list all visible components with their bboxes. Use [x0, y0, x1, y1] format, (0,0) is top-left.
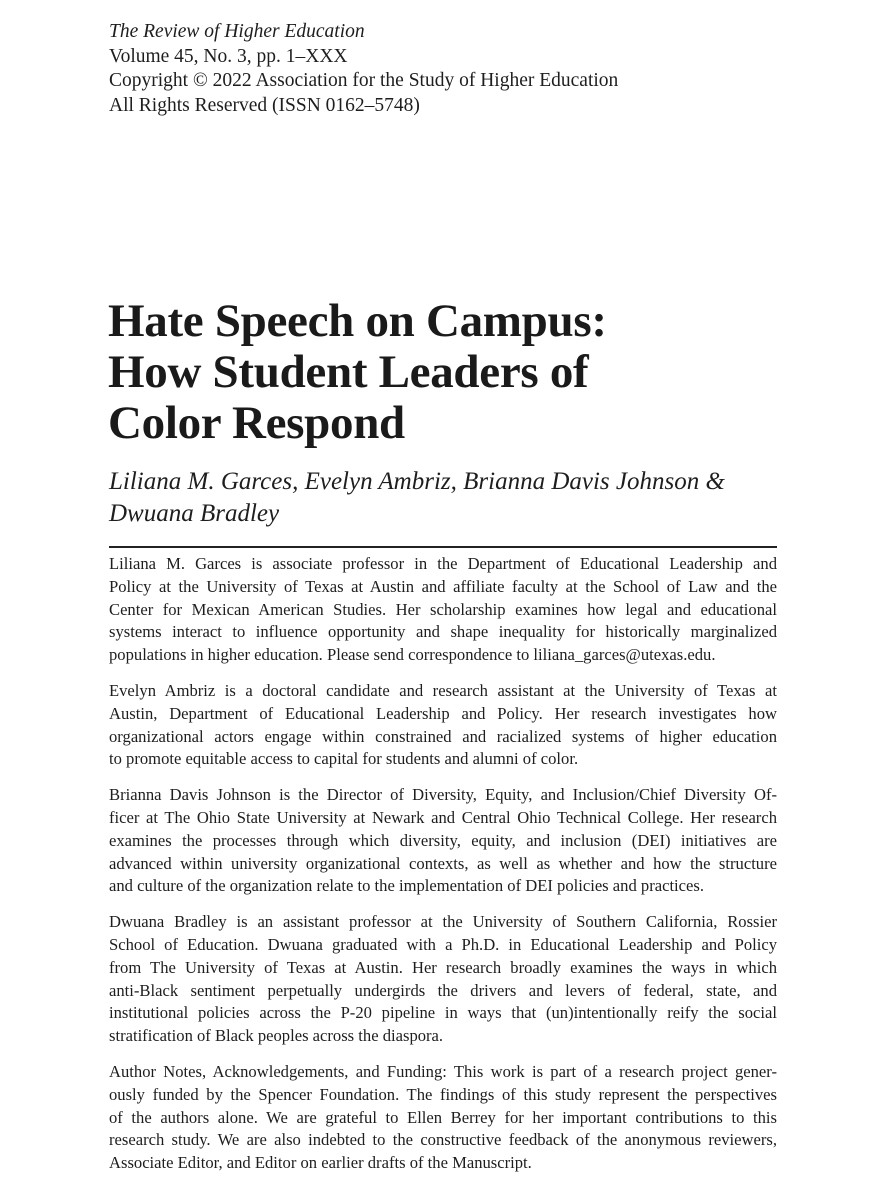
author-note-line: Austin, Department of Educational Leadership and Policy. Her research investigates how: [109, 703, 777, 723]
author-line: Dwuana Bradley: [109, 500, 280, 527]
author-note-line: examines the processes through which diversity, equity, and inclusion (DEI) initiatives are: [109, 830, 777, 850]
author-note-line: anti-Black sentiment perpetually undergirds the drivers and levers of federal, state, and: [109, 980, 777, 1000]
journal-name: The Review of Higher Education: [109, 21, 365, 42]
author-note-line: research study. We are also indebted to the constructive feedback of the anonymous reviewers,: [109, 1130, 777, 1150]
author-note-line: to promote equitable access to capital for students and alumni of color.: [109, 749, 579, 769]
author-note-line: Evelyn Ambriz is a doctoral candidate and research assistant at the University of Texas at: [109, 680, 777, 700]
author-note-line: Policy at the University of Texas at Austin and affiliate faculty at the School of Law and the: [109, 576, 777, 596]
author-note-line: Center for Mexican American Studies. Her scholarship examines how legal and educational: [109, 599, 777, 619]
author-note-line: populations in higher education. Please send correspondence to liliana_garces@utexas.edu.: [109, 645, 716, 665]
author-note-paragraph: [109, 911, 777, 1048]
author-note-line: School of Education. Dwuana graduated with a Ph.D. in Educational Leadership and Policy: [109, 934, 777, 954]
journal-rights: All Rights Reserved (ISSN 0162–5748): [109, 94, 420, 116]
author-notes: [109, 553, 777, 1188]
author-note-line: systems interact to influence opportunity and shape inequality for historically marginalized: [109, 622, 777, 642]
author-note-paragraph: [109, 784, 777, 898]
author-note-line: Author Notes, Acknowledgements, and Funding: This work is part of a research project gener-: [109, 1061, 777, 1081]
author-note-line: ously funded by the Spencer Foundation. The findings of this study represent the perspectives: [109, 1084, 777, 1104]
author-note-line: organizational actors engage within constrained and racialized systems of higher education: [109, 726, 777, 746]
author-note-line: Liliana M. Garces is associate professor in the Department of Educational Leadership and: [109, 554, 777, 573]
author-note-line: institutional policies across the P-20 pipeline in ways that (un)intentionally reify the social: [109, 1003, 777, 1023]
journal-header: [109, 20, 789, 118]
author-list: [109, 466, 809, 530]
author-note-line: of the authors alone. We are grateful to Ellen Berrey for her important contributions to this: [109, 1107, 777, 1127]
author-note-line: stratification of Black peoples across the diaspora.: [109, 1026, 444, 1046]
article-title-line: How Student Leaders of: [108, 346, 589, 398]
author-note-line: ficer at The Ohio State University at Newark and Central Ohio Technical College. Her research: [109, 807, 777, 827]
author-note-line: Associate Editor, and Editor on earlier drafts of the Manuscript.: [109, 1153, 532, 1173]
article-title-line: Hate Speech on Campus:: [108, 295, 607, 347]
author-note-line: and culture of the organization relate to the implementation of DEI policies and practices.: [109, 876, 705, 896]
author-note-paragraph: [109, 1061, 777, 1175]
section-divider: [109, 546, 777, 548]
article-title: [108, 296, 808, 449]
author-note-paragraph: [109, 680, 777, 771]
author-note-line: Dwuana Bradley is an assistant professor at the University of Southern California, Rossier: [109, 912, 777, 932]
article-title-line: Color Respond: [108, 397, 405, 449]
author-note-line: advanced within university organizational contexts, as well as whether and how the structure: [109, 853, 777, 873]
author-line: Liliana M. Garces, Evelyn Ambriz, Brianna Davis Johnson &: [109, 468, 725, 495]
author-note-line: Brianna Davis Johnson is the Director of Diversity, Equity, and Inclusion/Chief Diversity Of-: [109, 785, 777, 805]
author-note-line: from The University of Texas at Austin. Her research broadly examines the ways in which: [109, 957, 777, 977]
journal-copyright: Copyright © 2022 Association for the Study of Higher Education: [109, 70, 619, 92]
journal-volume: Volume 45, No. 3, pp. 1–XXX: [109, 45, 348, 67]
author-note-paragraph: [109, 553, 777, 667]
